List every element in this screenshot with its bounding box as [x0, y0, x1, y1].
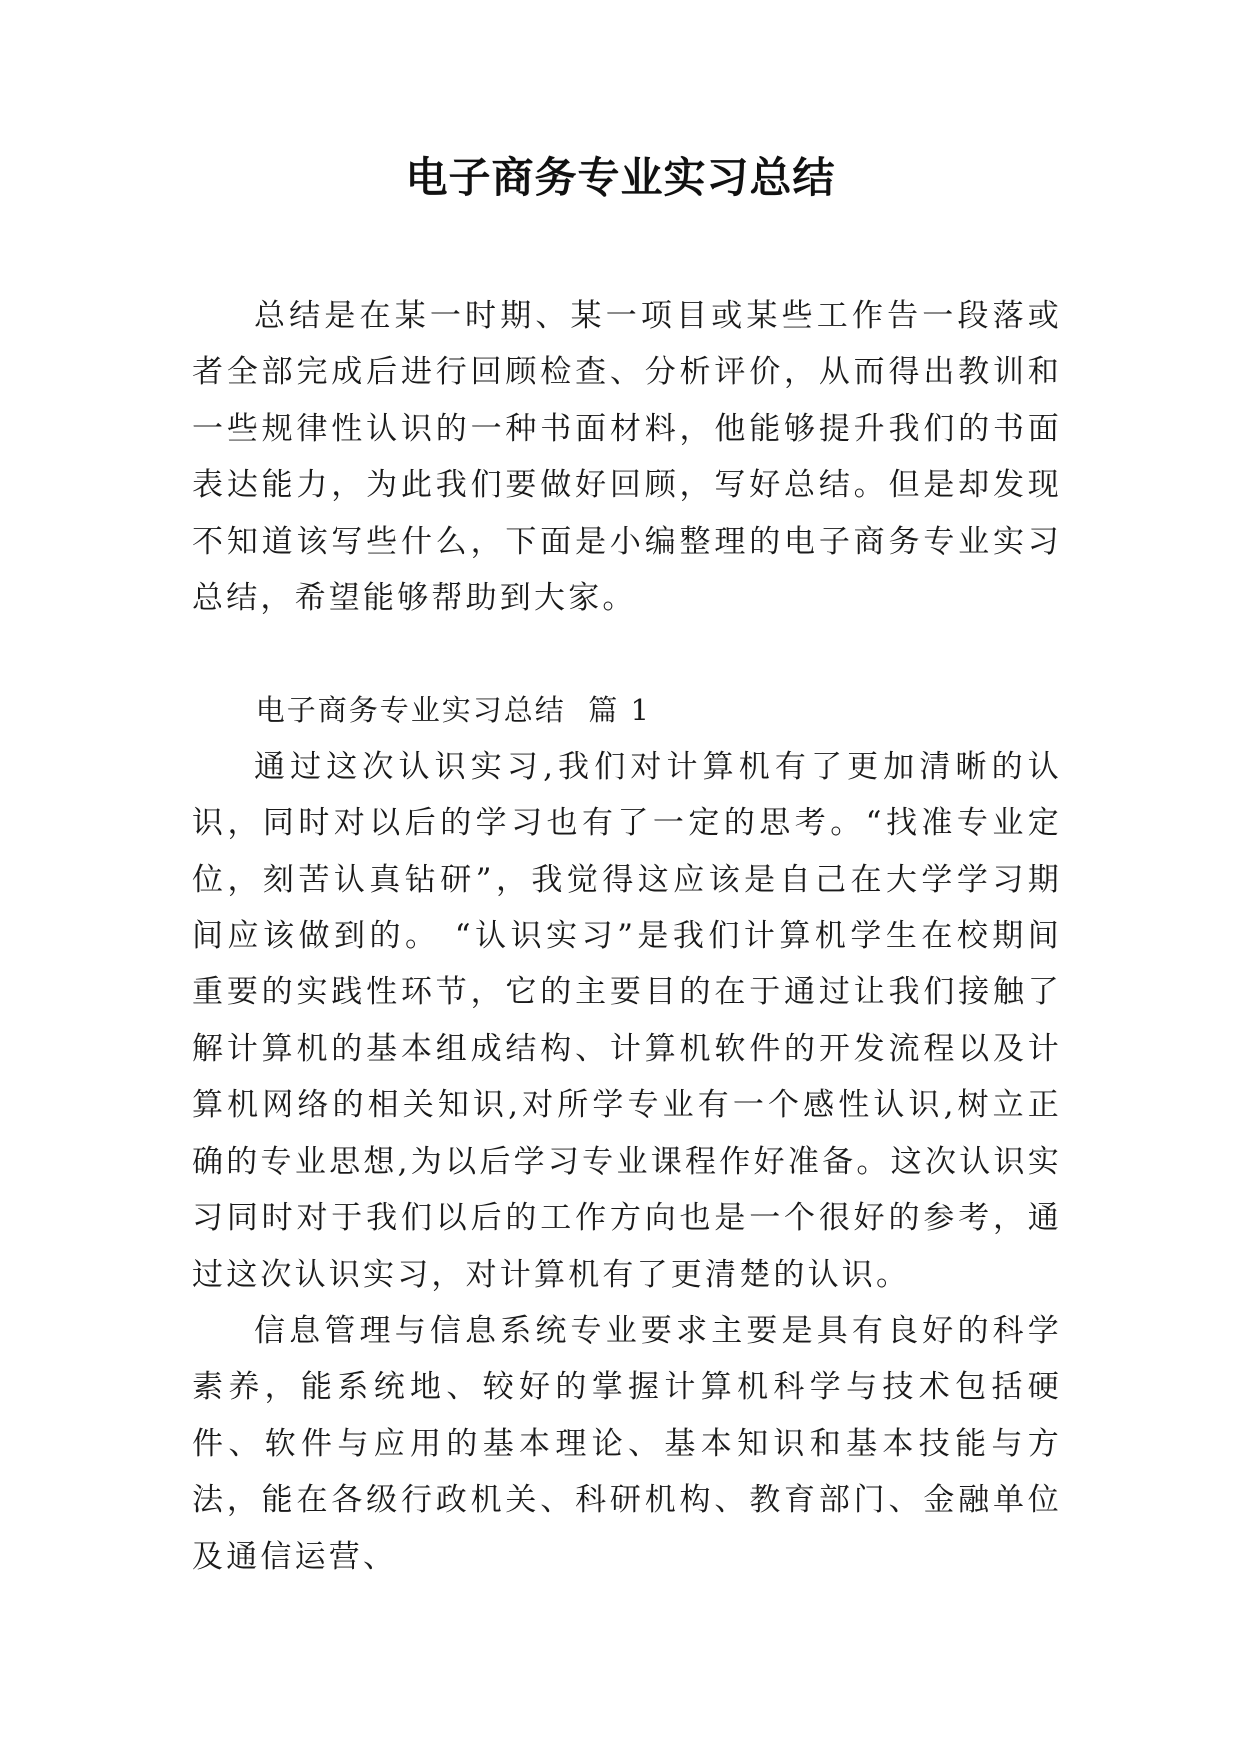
body-paragraph-1: 通过这次认识实习,我们对计算机有了更加清晰的认识，同时对以后的学习也有了一定的思考。“找准专业定位，刻苦认真钻研”，我觉得这应该是自己在大学学习期间应该做到的。 “认识实习”是我们计算机学生在校期间重要的实践性环节，它的主要目的在于通过让我们接触了解计算机的基本组成结构、计算机软件的开发流程以及计算机网络的相关知识,对所学专业有一个感性认识,树立正确的专业思想,为以后学习专业课程作好准备。这次认识实习同时对于我们以后的工作方向也是一个很好的参考，通过这次认识实习，对计算机有了更清楚的认识。	[192, 748, 1062, 1293]
body-paragraph-2: 信息管理与信息系统专业要求主要是具有良好的科学素养，能系统地、较好的掌握计算机科学与技术包括硬件、软件与应用的基本理论、基本知识和基本技能与方法，能在各级行政机关、科研机构、教育部门、金融单位及通信运营、	[192, 1312, 1062, 1575]
paragraph-spacer	[192, 626, 1062, 682]
document-body	[192, 288, 1062, 1585]
section-heading: 电子商务专业实习总结 篇 1	[255, 693, 651, 728]
intro-paragraph: 总结是在某一时期、某一项目或某些工作告一段落或者全部完成后进行回顾检查、分析评价，从而得出教训和一些规律性认识的一种书面材料，他能够提升我们的书面表达能力，为此我们要做好回顾，写好总结。但是却发现不知道该写些什么，下面是小编整理的电子商务专业实习总结，希望能够帮助到大家。	[192, 298, 1062, 617]
document-title: 电子商务专业实习总结	[405, 153, 836, 202]
